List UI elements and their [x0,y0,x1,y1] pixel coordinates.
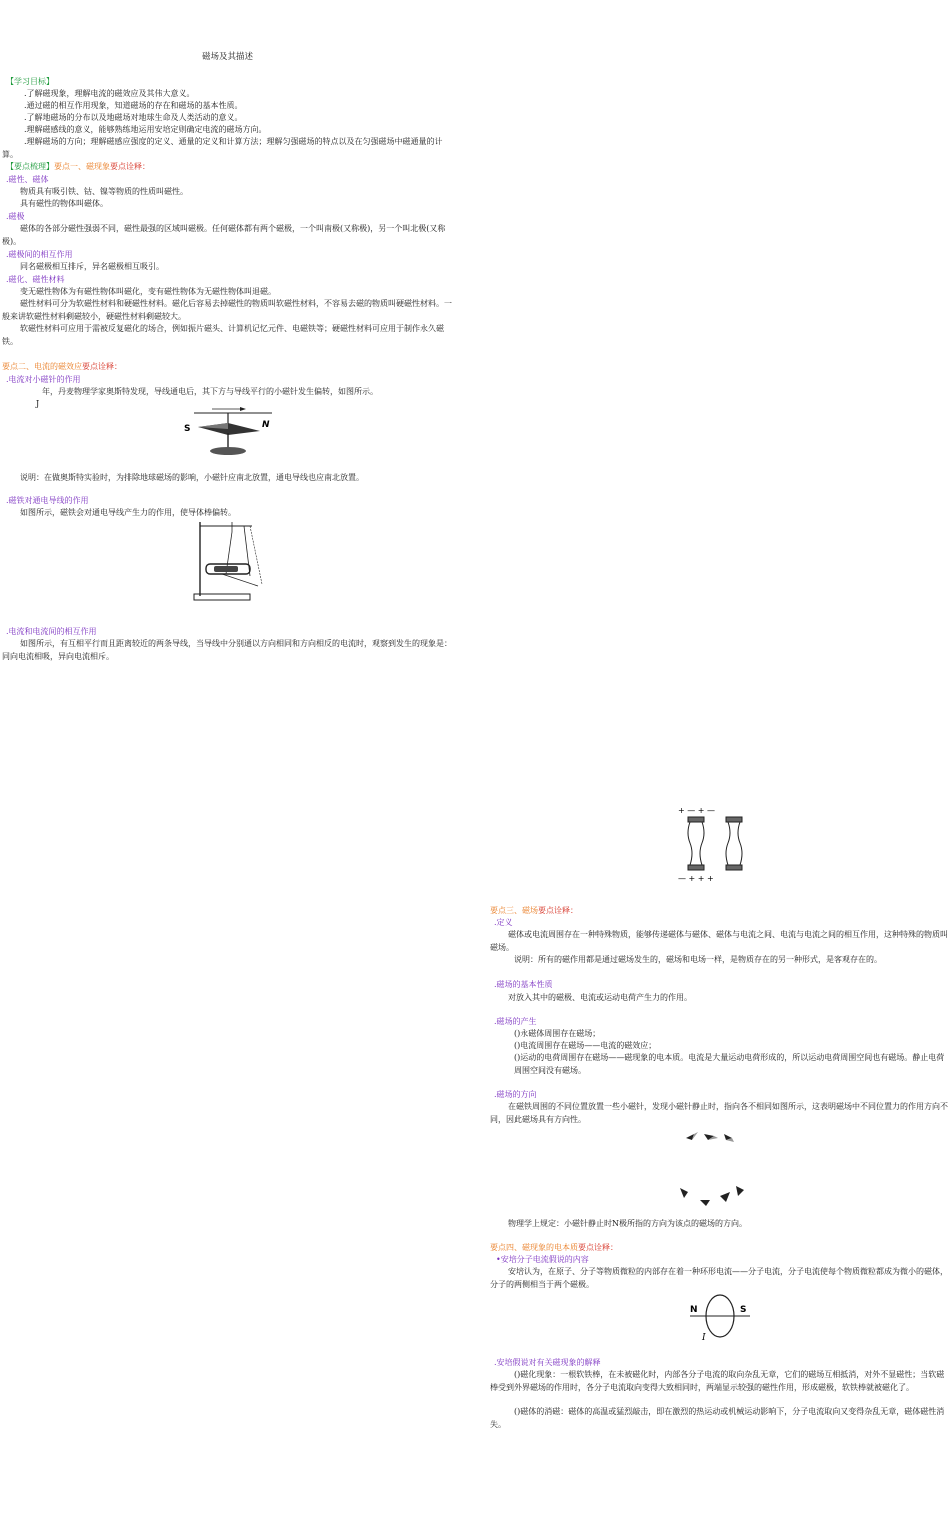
oersted-experiment-figure [182,405,282,465]
left-column [2,0,454,758]
paragraph: 安培认为，在原子、分子等物质微粒的内部存在着一种环形电流——分子电流，分子电流使每个物质微粒都成为微小的磁体，分子的两侧相当于两个磁极。 [490,1267,948,1289]
goal-item: .通过磁的相互作用现象，知道磁场的存在和磁场的基本性质。 [24,101,243,110]
molecular-current-figure [686,1294,756,1344]
paragraph: 变无磁性物体为有磁性物体叫磁化，变有磁性物体为无磁性物体叫退磁。 [20,287,276,296]
key-points-header: 【要点梳理】要点一、磁现象要点诠释： [6,162,150,171]
paragraph: 年，丹麦物理学家奥斯特发现，导线通电后，其下方与导线平行的小磁针发生偏转，如图所示。 [42,387,378,396]
goals-header: 【学习目标】 [6,77,54,86]
section-heading: .磁性、磁体 [6,175,49,184]
paragraph: ()运动的电荷周围存在磁场——磁现象的电本质。电流是大量运动电荷形成的，所以运动电荷周围空间也有磁场。静止电荷周围空间没有磁场。 [514,1053,945,1075]
paragraph: ()磁化现象：一根软铁棒，在未被磁化时，内部各分子电流的取向杂乱无章，它们的磁场互相抵消，对外不显磁性；当软磁棒受到外界磁场的作用时，各分子电流取向变得大致相同时，两端显示较强的磁性作用，形成磁极，软铁棒就被磁化了。 [490,1370,945,1392]
paragraph: 物质具有吸引铁、钴、镍等物质的性质叫磁性。 [20,187,188,196]
stray-mark: J [36,399,40,408]
paragraph: 在磁铁周围的不同位置放置一些小磁针，发现小磁针静止时，指向各不相同如图所示，这表明磁场中不同位置力的作用方向不同，因此磁场具有方向性。 [490,1102,948,1124]
paragraph: 说明：在做奥斯特实验时，为排除地球磁场的影响，小磁针应南北放置，通电导线也应南北放置。 [20,473,364,482]
magnet-on-wire-figure [192,518,282,602]
paragraph: ()永磁体周围存在磁场； [514,1029,601,1038]
section-heading: .磁场的方向 [494,1090,537,1099]
figure-bottom-signs: — + + + [678,874,714,883]
paragraph: 物理学上规定：小磁针静止时N极所指的方向为该点的磁场的方向。 [508,1219,747,1228]
paragraph: ()电流周围存在磁场——电流的磁效应； [514,1041,657,1050]
section-heading: .磁场的基本性质 [494,980,553,989]
section-heading: .定义 [494,918,513,927]
section3-header: 要点三、磁场要点诠释： [490,906,578,915]
paragraph: 对放入其中的磁极、电流或运动电荷产生力的作用。 [508,993,692,1002]
parallel-currents-figure [678,803,774,881]
section-heading: .磁极间的相互作用 [6,250,73,259]
figure-top-signs: + — + — [678,806,716,815]
section-heading: .磁铁对通电导线的作用 [6,496,89,505]
section-heading: •安培分子电流假说的内容 [496,1255,589,1264]
goal-item: .了解地磁场的分布以及地磁场对地球生命及人类活动的意义。 [24,113,243,122]
goal-item: .理解磁场的方向；理解磁感应强度的定义、通量的定义和计算方法；理解匀强磁场的特点以及在匀强磁场中磁通量的计算。 [2,137,443,159]
section2-header: 要点二、电流的磁效应要点诠释： [2,362,122,371]
paragraph: 软磁性材料可应用于需被反复磁化的场合，例如振片磁头、计算机记忆元件、电磁铁等；硬磁性材料可应用于制作永久磁铁。 [2,324,444,346]
page-title: 磁场及其描述 [202,52,254,62]
paragraph: 说明：所有的磁作用都是通过磁场发生的，磁场和电场一样，是物质存在的另一种形式，是客观存在的。 [514,955,882,964]
figure-label-s: S [740,1305,747,1315]
paragraph: 具有磁性的物体叫磁体。 [20,199,108,208]
goal-item: .了解磁现象，理解电流的磁效应及其伟大意义。 [24,89,195,98]
section-heading: .电流对小磁针的作用 [6,375,81,384]
paragraph: 磁体或电流周围存在一种特殊物质，能够传递磁体与磁体、磁体与电流之间、电流与电流之间的相互作用，这种特殊的物质叫磁场。 [490,930,948,952]
figure-label-n: N [262,420,270,430]
section4-header: 要点四、磁现象的电本质要点诠释： [490,1243,618,1252]
section-heading: .磁场的产生 [494,1017,537,1026]
paragraph: 如图所示，磁铁会对通电导线产生力的作用，使导体棒偏转。 [20,508,236,517]
figure-label-n: N [690,1305,698,1315]
right-column [490,758,950,1516]
section-heading: .磁极 [6,212,25,221]
figure-label-s: S [184,424,191,434]
paragraph: 同名磁极相互排斥，异名磁极相互吸引。 [20,262,164,271]
paragraph: 磁性材料可分为软磁性材料和硬磁性材料。磁化后容易去掉磁性的物质叫软磁性材料，不容易去磁的物质叫硬磁性材料。一般来讲软磁性材料剩磁较小，硬磁性材料剩磁较大。 [2,299,452,321]
paragraph: ()磁体的消磁：磁体的高温或猛烈敲击，即在激烈的热运动或机械运动影响下，分子电流取向又变得杂乱无章，磁体磁性消失。 [490,1407,945,1429]
section-heading: .安培假说对有关磁现象的解释 [494,1358,601,1367]
figure-label-i: I [702,1333,706,1343]
paragraph: 磁体的各部分磁性强弱不同，磁性最强的区域叫磁极。任何磁体都有两个磁极，一个叫南极(又称极)，另一个叫北极(又称极)。 [2,224,446,246]
goal-item: .理解磁感线的意义，能够熟练地运用安培定则确定电流的磁场方向。 [24,125,267,134]
section-heading: .磁化、磁性材料 [6,275,65,284]
paragraph: 如图所示，有互相平行而且距离较近的两条导线，当导线中分别通以方向相同和方向相反的电流时，观察到发生的现象是：同向电流相吸，异向电流相斥。 [2,639,452,661]
section-heading: .电流和电流间的相互作用 [6,627,97,636]
compass-needles-figure [680,1130,760,1212]
